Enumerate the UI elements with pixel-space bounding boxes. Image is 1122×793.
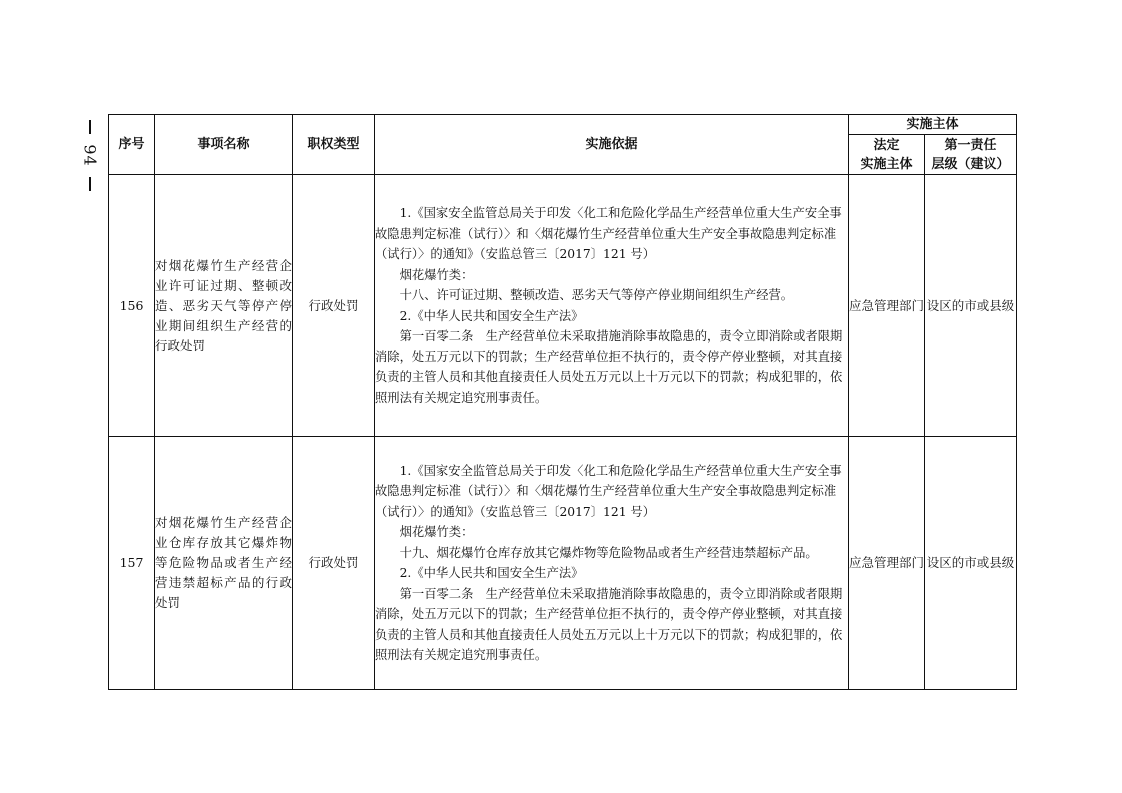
row-type: 行政处罚	[293, 437, 375, 690]
basis-paragraph: 十九、烟花爆竹仓库存放其它爆炸物等危险物品或者生产经营违禁超标产品。	[399, 545, 818, 560]
header-basis: 实施依据	[375, 115, 849, 175]
header-seq: 序号	[109, 115, 155, 175]
authority-table	[108, 114, 1017, 690]
header-subject: 实施主体	[849, 115, 1017, 135]
basis-paragraph: 烟花爆竹类：	[399, 525, 474, 539]
basis-paragraph: 2.《中华人民共和国安全生产法》	[399, 308, 584, 323]
header-name: 事项名称	[155, 115, 293, 175]
row-seq: 157	[109, 437, 155, 690]
page-number-dash-bottom	[89, 177, 91, 191]
table-row	[109, 175, 1017, 437]
row-first-level: 设区的市或县级	[925, 175, 1017, 437]
basis-paragraph: 第一百零二条 生产经营单位未采取措施消除事故隐患的，责令立即消除或者限期消除，处五万元以下的罚款；生产经营单位拒不执行的，责令停产停业整顿，对其直接负责的主管人员和其他直接责任人员处五万元以上十万元以下的罚款；构成犯罪的，依照刑法有关规定追究刑事责任。	[375, 586, 843, 662]
row-legal-subject: 应急管理部门	[849, 437, 925, 690]
header-legal-subject: 法定 实施主体	[849, 135, 925, 175]
table-row	[109, 437, 1017, 690]
row-seq: 156	[109, 175, 155, 437]
page-number-text: 94	[80, 144, 100, 167]
row-legal-subject: 应急管理部门	[849, 175, 925, 437]
basis-paragraph: 第一百零二条 生产经营单位未采取措施消除事故隐患的，责令立即消除或者限期消除，处五万元以下的罚款；生产经营单位拒不执行的，责令停产停业整顿，对其直接负责的主管人员和其他直接责任人员处五万元以上十万元以下的罚款；构成犯罪的，依照刑法有关规定追究刑事责任。	[375, 329, 843, 405]
basis-paragraph: 十八、许可证过期、整顿改造、恶劣天气等停产停业期间组织生产经营。	[399, 288, 794, 302]
row-name: 对烟花爆竹生产经营企业许可证过期、整顿改造、恶劣天气等停产停业期间组织生产经营的行政处罚	[155, 175, 293, 437]
basis-paragraph: 2.《中华人民共和国安全生产法》	[399, 566, 584, 580]
row-type: 行政处罚	[293, 175, 375, 437]
row-basis	[375, 175, 849, 437]
header-type: 职权类型	[293, 115, 375, 175]
page-number-dash-top	[89, 120, 91, 134]
row-name: 对烟花爆竹生产经营企业仓库存放其它爆炸物等危险物品或者生产经营违禁超标产品的行政处罚	[155, 437, 293, 690]
row-basis	[375, 437, 849, 690]
basis-paragraph: 1.《国家安全监管总局关于印发〈化工和危险化学品生产经营单位重大生产安全事故隐患判定标准（试行）〉和〈烟花爆竹生产经营单位重大生产安全事故隐患判定标准（试行）〉的通知》（安监总管三〔2017〕121 号）	[375, 463, 842, 519]
row-first-level: 设区的市或县级	[925, 437, 1017, 690]
header-first-level: 第一责任 层级（建议）	[925, 135, 1017, 175]
basis-paragraph: 1.《国家安全监管总局关于印发〈化工和危险化学品生产经营单位重大生产安全事故隐患判定标准（试行）〉和〈烟花爆竹生产经营单位重大生产安全事故隐患判定标准（试行）〉的通知》（安监总管三〔2017〕121 号）	[375, 206, 842, 261]
basis-paragraph: 烟花爆竹类：	[399, 267, 474, 282]
